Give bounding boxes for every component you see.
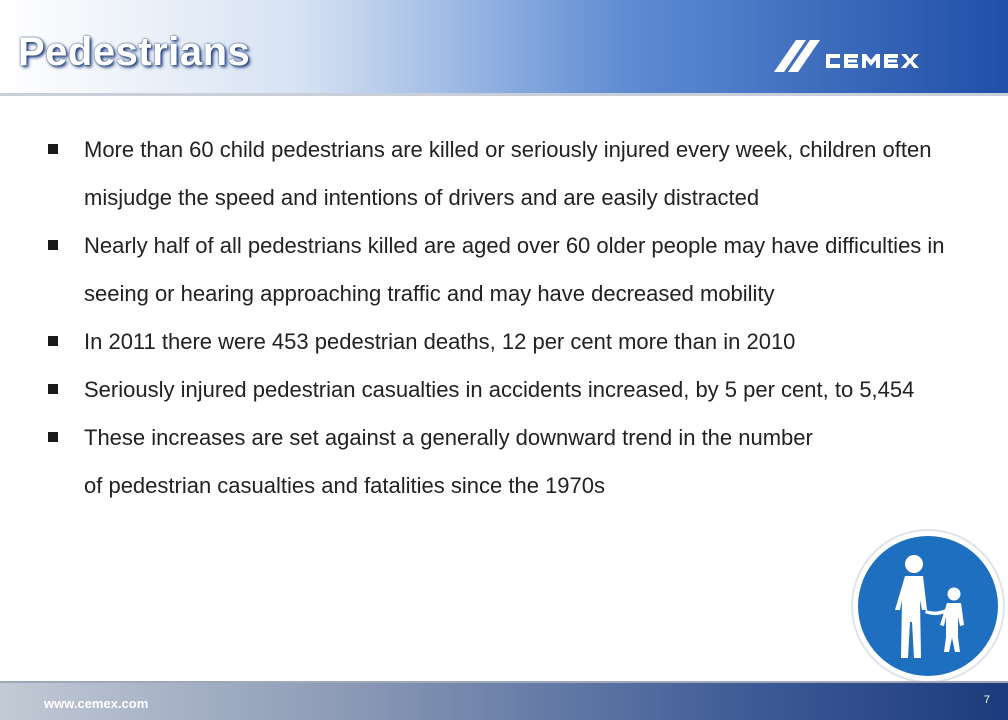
bullet-text: In 2011 there were 453 pedestrian deaths, 12 per cent more than in 2010 bbox=[84, 329, 796, 354]
slide-footer bbox=[0, 683, 1008, 720]
bullet-item bbox=[44, 126, 964, 222]
square-bullet-icon bbox=[48, 336, 58, 346]
bullet-text: Seriously injured pedestrian casualties in accidents increased, by 5 per cent, to 5,454 bbox=[84, 377, 915, 402]
bullet-text: More than 60 child pedestrians are killed or seriously injured every week, children often misjudge the speed and intentions of drivers and are easily distracted bbox=[84, 137, 932, 210]
page-number: 7 bbox=[983, 694, 990, 706]
slide-title: Pedestrians bbox=[18, 30, 251, 74]
square-bullet-icon bbox=[48, 432, 58, 442]
square-bullet-icon bbox=[48, 240, 58, 250]
bullet-list bbox=[44, 126, 964, 510]
bullet-item bbox=[44, 318, 964, 366]
bullet-item bbox=[44, 222, 964, 318]
pedestrian-sign-icon bbox=[850, 528, 1006, 684]
bullet-text: These increases are set against a generally downward trend in the number of pedestrian casualties and fatalities since the 1970s bbox=[84, 425, 813, 498]
bullet-item bbox=[44, 414, 964, 510]
square-bullet-icon bbox=[48, 384, 58, 394]
square-bullet-icon bbox=[48, 144, 58, 154]
cemex-logo-icon bbox=[772, 36, 932, 76]
header-divider bbox=[0, 93, 1008, 96]
bullet-text: Nearly half of all pedestrians killed are aged over 60 older people may have difficulties in seeing or hearing approaching traffic and may have decreased mobility bbox=[84, 233, 945, 306]
footer-url: www.cemex.com bbox=[44, 696, 149, 711]
bullet-item bbox=[44, 366, 964, 414]
